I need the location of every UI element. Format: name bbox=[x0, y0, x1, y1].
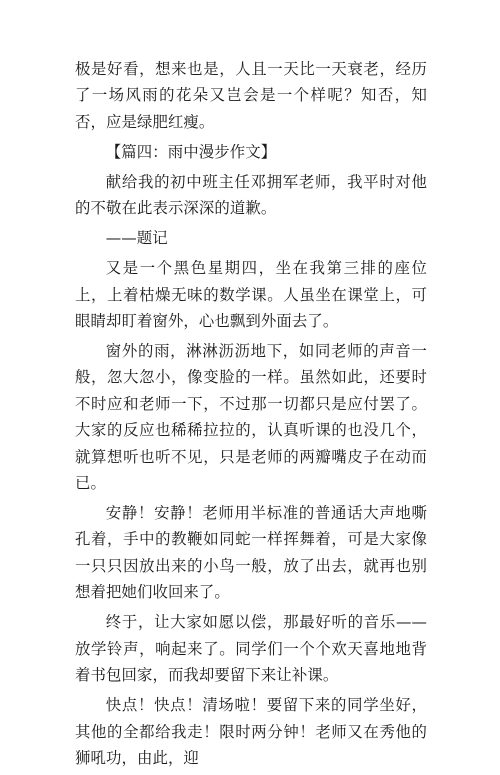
paragraph: 快点！快点！清场啦！要留下来的同学坐好，其他的全都给我走！限时两分钟！老师又在秀他的狮吼功，由此，迎 bbox=[75, 696, 427, 767]
dedication-paragraph: 献给我的初中班主任邓拥军老师，我平时对他的不敬在此表示深深的道歉。 bbox=[75, 172, 427, 218]
document-body bbox=[75, 56, 427, 775]
paragraph: 又是一个黑色星期四，坐在我第三排的座位上，上着枯燥无味的数学课。人虽坐在课堂上，可眼睛却盯着窗外，心也飘到外面去了。 bbox=[75, 259, 427, 331]
epigraph-attribution: ——题记 bbox=[105, 229, 168, 248]
paragraph: 安静！安静！老师用半标准的普通话大声地嘶孔着，手中的教鞭如同蛇一样挥舞着，可是大家像一只只因放出来的小鸟一般，放了出去，就再也别想着把她们收回来了。 bbox=[75, 504, 427, 602]
paragraph: 窗外的雨，淋淋沥沥地下，如同老师的声音一般，忽大忽小，像变脸的一样。虽然如此，还要时不时应和老师一下，不过那一切都只是应付罢了。大家的反应也稀稀拉拉的，认真听课的也没几个，就算想听也听不见，只是老师的两瓣嘴皮子在动而已。 bbox=[75, 342, 427, 493]
paragraph-continued: 极是好看，想来也是，人且一天比一天衰老，经历了一场风雨的花朵又岂会是一个样呢？知否，知否，应是绿肥红瘦。 bbox=[75, 60, 427, 131]
paragraph: 终于，让大家如愿以偿，那最好听的音乐——放学铃声，响起来了。同学们一个个欢天喜地地背着书包回家，而我却要留下来让补课。 bbox=[75, 613, 427, 685]
section-heading: 【篇四：雨中漫步作文】 bbox=[105, 142, 277, 161]
